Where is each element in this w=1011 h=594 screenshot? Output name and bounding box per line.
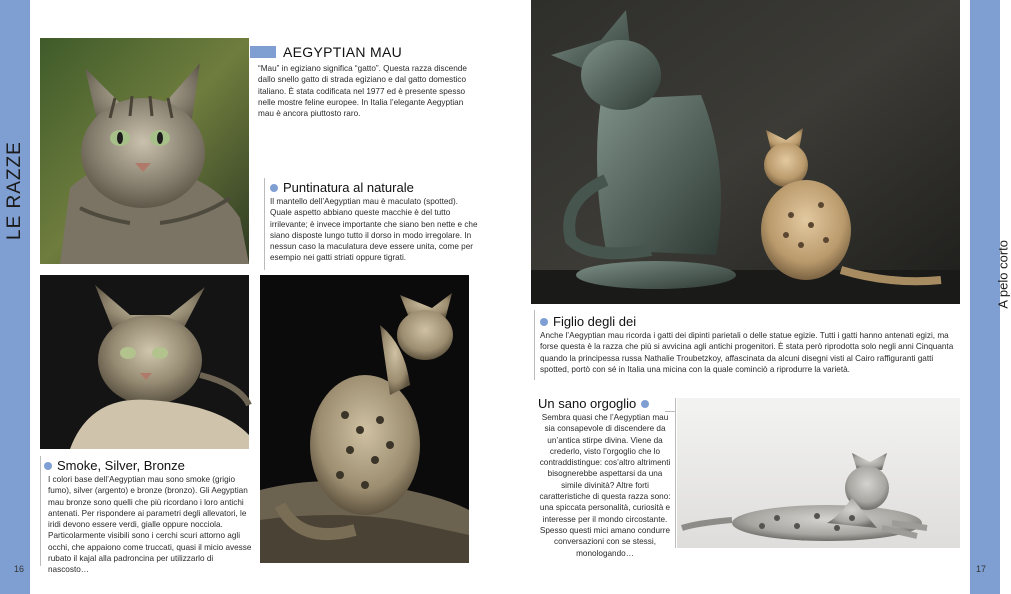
- page-right: [500, 0, 970, 594]
- smoke-heading: [44, 458, 185, 473]
- orgoglio-rule-v: [675, 398, 676, 548]
- orgoglio-heading: [538, 396, 649, 411]
- smoke-rule: [40, 456, 41, 566]
- smoke-text: I colori base dell’Aegyptian mau sono smoke (grigio fumo), silver (argento) e bronze (bronzo). Gli Aegyptian mau bronze sono quelli che più ricordano i loro antichi antenati. Per rispondere ai parametri degli allevatori, le iridi devono essere verdi, gialle oppure nocciola. Particolarmente visibili sono i cerchi scuri attorno agli occhi, che appaiono come truccati, quasi il micio avesse rubato il kajal alla padroncina per utilizzarlo di nascosto…: [48, 475, 252, 575]
- punt-text: Il mantello dell’Aegyptian mau è maculato (spotted). Quale aspetto abbiano queste macchie è del tutto irrilevante; è invece importante che siano ben nette e che siano disposte lungo tutto il dorso in modo irregolare. In nessun caso la maculatura deve essere unita, come per esempio nei gatti striati oppure tigrati.: [270, 197, 478, 263]
- punt-heading: [270, 180, 414, 195]
- heading-bar-marker: [250, 46, 276, 58]
- figlio-text: Anche l’Aegyptian mau ricorda i gatti dei dipinti parietali o delle statue egizie. Tutti i gatti hanno antenati egizi, ma forse questa è la razza che più si avvicina agli antichi progenitori. È stata però riprodotta solo negli anni Cinquanta quando la principessa russa Nathalie Troubetzkoy, affascinata da alcuni disegni visti al Cairo raffiguranti gatti spotted, portò con sé in Italia una micina con la quale cominciò a riprodurre la varietà.: [540, 331, 954, 374]
- photo-silver-cat-lying: [677, 398, 960, 548]
- photo-cat-on-log: [260, 275, 469, 563]
- figlio-heading-label: Figlio degli dei: [553, 314, 637, 329]
- left-side-band: [0, 0, 30, 594]
- section-subtitle: A pelo corto: [996, 240, 1011, 309]
- photo-tabby-portrait: [40, 38, 249, 264]
- bullet-dot-icon: [270, 184, 278, 192]
- page-number-left: 16: [14, 564, 25, 574]
- photo-statue-and-kitten: [531, 0, 960, 304]
- orgoglio-text: Sembra quasi che l’Aegyptian mau sia consapevole di discendere da un’antica stirpe divina. Viene da crederlo, visto l’orgoglio che lo contraddistingue: cos’altro altrimenti bisognerebbe aspettarsi da una simile divinità? Altre forti caratteristiche di questa razza sono: una spiccata personalità, curiosità e interesse per il mondo circostante. Spesso questi mici amano condurre conversazioni con se stessi, monologando…: [539, 413, 671, 558]
- intro-heading: [250, 44, 402, 60]
- intro-text: “Mau” in egiziano significa “gatto”. Questa razza discende dallo snello gatto di strada egiziano e dal gatto domestico italiano. È stata codificata nel 1977 ed è presente spesso nelle mostre feline europee. In Italia l’elegante Aegyptian mau è ancora piuttosto raro.: [258, 64, 467, 119]
- figlio-heading: [540, 314, 636, 329]
- bullet-dot-icon: [44, 462, 52, 470]
- figlio-rule: [534, 310, 535, 380]
- page-left: [30, 0, 500, 594]
- orgoglio-heading-label: Un sano orgoglio: [538, 396, 637, 411]
- section-title: LE RAZZE: [4, 141, 25, 240]
- smoke-heading-label: Smoke, Silver, Bronze: [57, 458, 185, 473]
- punt-rule: [264, 178, 265, 270]
- intro-heading-label: AEGYPTIAN MAU: [283, 44, 403, 60]
- page-number-right: 17: [975, 564, 986, 574]
- photo-tabby-sitting: [40, 275, 249, 449]
- bullet-dot-icon: [540, 318, 548, 326]
- punt-heading-label: Puntinatura al naturale: [283, 180, 414, 195]
- bullet-dot-icon: [641, 400, 649, 408]
